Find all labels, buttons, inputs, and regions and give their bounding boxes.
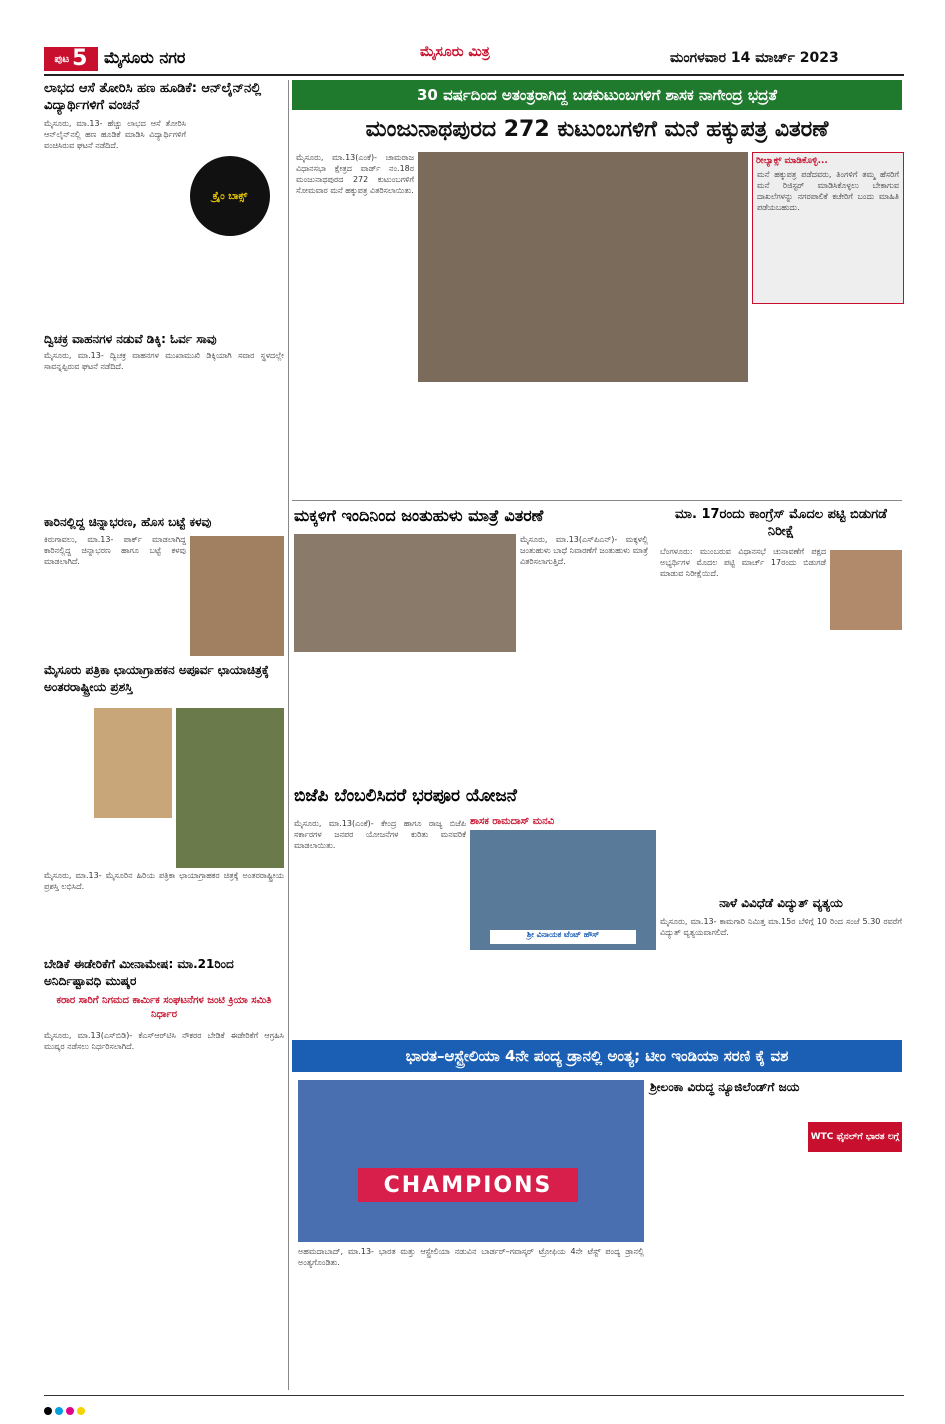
story-5-headline: ಬೇಡಿಕೆ ಈಡೇರಿಕೆಗೆ ಮೀನಾಮೇಷ: ಮಾ.21ರಿಂದ ಅನಿರ್ದಿಷ್ಟಾವಧಿ ಮುಷ್ಕರ bbox=[44, 957, 234, 988]
story-1-body: ಮೈಸೂರು, ಮಾ.13- ಹೆಚ್ಚು ಲಾಭದ ಆಸೆ ತೋರಿಸಿ ಆನ್‌ಲೈನ್‌ನಲ್ಲಿ ಹಣ ಹೂಡಿಕೆ ಮಾಡಿಸಿ ವಿದ್ಯಾರ್ಥಿಗಳಿಗೆ ವಂಚಿಸಿರುವ ಘಟನೆ ನಡೆದಿದೆ. bbox=[44, 119, 186, 150]
nz-body bbox=[650, 1100, 902, 1390]
footer-rule bbox=[44, 1395, 904, 1396]
wtc-badge: WTC ಫೈನಲ್‌ಗೆ ಭಾರತ ಲಗ್ಗೆ bbox=[808, 1122, 902, 1152]
lead-band: 30 ವರ್ಷದಿಂದ ಅತಂತ್ರರಾಗಿದ್ದ ಬಡಕುಟುಂಬಗಳಿಗೆ ಶಾಸಕ ನಾಗೇಂದ್ರ ಭದ್ರತೆ bbox=[292, 80, 902, 110]
page-badge bbox=[44, 47, 98, 71]
lead-body: ಮೈಸೂರು, ಮಾ.13(ಎಂಕೆ)- ಚಾಮರಾಜ ವಿಧಾನಸಭಾ ಕ್ಷೇತ್ರದ ವಾರ್ಡ್ ನಂ.18ರ ಮಂಜುನಾಥಪುರದ 272 ಕುಟುಂಬಗಳಿಗೆ ಸೋಮವಾರ ಮನೆ ಹಕ್ಕುಪತ್ರ ವಿತರಿಸಲಾಯಿತು. bbox=[296, 153, 414, 195]
registration-marks bbox=[44, 1400, 904, 1412]
page-label: ಪುಟ bbox=[54, 53, 70, 65]
lead-continued bbox=[296, 384, 902, 494]
story-4-headline: ಮೈಸೂರು ಪತ್ರಿಕಾ ಛಾಯಾಗ್ರಾಹಕನ ಅಪೂರ್ವ ಛಾಯಾಚಿತ್ರಕ್ಕೆ ಅಂತರರಾಷ್ಟ್ರೀಯ ಪ್ರಶಸ್ತಿ bbox=[44, 663, 269, 694]
congress-body: ಬೆಂಗಳೂರು: ಮುಂಬರುವ ವಿಧಾನಸಭೆ ಚುನಾವಣೆಗೆ ಪಕ್ಷದ ಅಭ್ಯರ್ಥಿಗಳ ಮೊದಲ ಪಟ್ಟಿ ಮಾರ್ಚ್ 17ರಂದು ಬಿಡುಗಡೆ ಮಾಡುವ ನಿರೀಕ್ಷೆಯಿದೆ. bbox=[660, 547, 826, 578]
crime-box-badge: ಕ್ರೈಂ ಬಾಕ್ಸ್ bbox=[190, 156, 270, 236]
sidebar-note-title: ರೀಲ್ಯಾಕ್ಸ್ ಮಾಡಿಕೊಳ್ಳಿ... bbox=[756, 156, 828, 166]
bjp-body: ಮೈಸೂರು, ಮಾ.13(ಎಂಕೆ)- ಕೇಂದ್ರ ಹಾಗೂ ರಾಜ್ಯ ಬಿಜೆಪಿ ಸರ್ಕಾರಗಳ ಜನಪರ ಯೋಜನೆಗಳ ಕುರಿತು ಮನವರಿಕೆ ಮಾಡಲಾಯಿತು. bbox=[294, 819, 466, 850]
column-divider bbox=[288, 80, 289, 1390]
power-cut-body: ಮೈಸೂರು, ಮಾ.13- ಕಾಮಗಾರಿ ನಿಮಿತ್ತ ಮಾ.15ರ ಬೆಳಿಗ್ಗೆ 10 ರಿಂದ ಸಂಜೆ 5.30 ರವರೆಗೆ ವಿದ್ಯುತ್ ವ್ಯತ್ಯಯವಾಗಲಿದೆ. bbox=[660, 917, 902, 937]
champions-banner: CHAMPIONS bbox=[358, 1168, 578, 1202]
story-3-body: ಕಿರುಗಾವಲು, ಮಾ.13- ಪಾರ್ಕ್ ಮಾಡಲಾಗಿದ್ದ ಕಾರಿನಲ್ಲಿದ್ದ ಚಿನ್ನಾಭರಣ ಹಾಗೂ ಬಟ್ಟೆ ಕಳವು ಮಾಡಲಾಗಿದೆ. bbox=[44, 535, 186, 566]
row-divider bbox=[292, 500, 902, 501]
story-3-photo bbox=[190, 536, 284, 656]
deworming-photo bbox=[294, 534, 516, 652]
award-photo bbox=[176, 708, 284, 868]
bjp-subhead: ಶಾಸಕ ರಾಮದಾಸ್ ಮನವಿ bbox=[470, 816, 555, 827]
photographer-photo bbox=[94, 708, 172, 818]
masthead: ಮೈಸೂರು ಮಿತ್ರ bbox=[420, 44, 490, 60]
section-title: ಮೈಸೂರು ನಗರ bbox=[104, 48, 186, 67]
sports-body: ಅಹಮದಾಬಾದ್, ಮಾ.13- ಭಾರತ ಮತ್ತು ಆಸ್ಟ್ರೇಲಿಯಾ ನಡುವಿನ ಬಾರ್ಡರ್–ಗವಾಸ್ಕರ್ ಟ್ರೋಫಿಯ 4ನೇ ಟೆಸ್ಟ್ ಪಂದ್ಯ ಡ್ರಾನಲ್ಲಿ ಅಂತ್ಯಗೊಂಡಿತು. bbox=[298, 1247, 644, 1267]
header-rule bbox=[44, 74, 904, 76]
tent-house-banner: ಶ್ರೀ ವಿನಾಯಕ ಟೆಂಟ್ ಹೌಸ್ bbox=[490, 930, 636, 944]
story-2-body: ಮೈಸೂರು, ಮಾ.13- ದ್ವಿಚಕ್ರ ವಾಹನಗಳ ಮುಖಾಮುಖಿ ಡಿಕ್ಕಿಯಾಗಿ ಸವಾರ ಸ್ಥಳದಲ್ಲೇ ಸಾವನ್ನಪ್ಪಿರುವ ಘಟನೆ ನಡೆದಿದೆ. bbox=[44, 351, 284, 371]
issue-date: ಮಂಗಳವಾರ 14 ಮಾರ್ಚ್ 2023 bbox=[670, 50, 839, 66]
deworming-headline: ಮಕ್ಕಳಿಗೆ ಇಂದಿನಿಂದ ಜಂತುಹುಳು ಮಾತ್ರೆ ವಿತರಣೆ bbox=[294, 506, 544, 525]
story-4-body: ಮೈಸೂರು, ಮಾ.13- ಮೈಸೂರಿನ ಹಿರಿಯ ಪತ್ರಿಕಾ ಛಾಯಾಗ್ರಾಹಕರ ಚಿತ್ರಕ್ಕೆ ಅಂತರರಾಷ್ಟ್ರೀಯ ಪ್ರಶಸ್ತಿ ಲಭಿಸಿದೆ. bbox=[44, 871, 284, 891]
story-3-headline: ಕಾರಿನಲ್ಲಿದ್ದ ಚಿನ್ನಾಭರಣ, ಹೊಸ ಬಟ್ಟೆ ಕಳವು bbox=[44, 515, 212, 529]
sports-band: ಭಾರತ–ಆಸ್ಟ್ರೇಲಿಯಾ 4ನೇ ಪಂದ್ಯ ಡ್ರಾನಲ್ಲಿ ಅಂತ್ಯ; ಟೀಂ ಇಂಡಿಯಾ ಸರಣಿ ಕೈ ವಶ bbox=[292, 1040, 902, 1072]
story-1-headline: ಲಾಭದ ಆಸೆ ತೋರಿಸಿ ಹಣ ಹೂಡಿಕೆ: ಆನ್‌ಲೈನ್‌ನಲ್ಲಿ ವಿದ್ಯಾರ್ಥಿಗಳಿಗೆ ವಂಚನೆ bbox=[44, 81, 262, 113]
congress-headline: ಮಾ. 17ರಂದು ಕಾಂಗ್ರೆಸ್ ಮೊದಲ ಪಟ್ಟಿ ಬಿಡುಗಡೆ ನಿರೀಕ್ಷೆ bbox=[675, 507, 887, 539]
lead-headline: ಮಂಜುನಾಥಪುರದ 272 ಕುಟುಂಬಗಳಿಗೆ ಮನೆ ಹಕ್ಕುಪತ್ರ ವಿತರಣೆ bbox=[365, 117, 829, 142]
story-5-subhead: ಕರಾರ ಸಾರಿಗೆ ನಿಗಮದ ಕಾರ್ಮಿಕ ಸಂಘಟನೆಗಳ ಜಂಟಿ ಕ್ರಿಯಾ ಸಮಿತಿ ನಿರ್ಧಾರ bbox=[56, 995, 272, 1020]
champions-photo bbox=[298, 1080, 644, 1242]
story-2-headline: ದ್ವಿಚಕ್ರ ವಾಹನಗಳ ನಡುವೆ ಡಿಕ್ಕಿ: ಓರ್ವ ಸಾವು bbox=[44, 332, 217, 346]
page-number: 5 bbox=[72, 46, 88, 71]
nz-headline: ಶ್ರೀಲಂಕಾ ವಿರುದ್ಧ ನ್ಯೂಜಿಲೆಂಡ್‌ಗೆ ಜಯ bbox=[650, 1080, 800, 1094]
lead-photo bbox=[418, 152, 748, 382]
sidebar-note-body: ಮನೆ ಹಕ್ಕುಪತ್ರ ಪಡೆದವರು, ತಿಂಗಳಿಗೆ ತಮ್ಮ ಹೆಸರಿಗೆ ಮನೆ ರಿಜಿಸ್ಟರ್ ಮಾಡಿಸಿಕೊಳ್ಳಲು ಬೇಕಾಗುವ ದಾಖಲೆಗಳನ್ನು ನಗರಪಾಲಿಕೆ ಕಚೇರಿಗೆ ಬಂದು ಮಾಹಿತಿ ಪಡೆಯಬಹುದು. bbox=[757, 170, 899, 212]
sidebar-note bbox=[752, 152, 904, 304]
power-cut-headline: ನಾಳೆ ವಿವಿಧೆಡೆ ವಿದ್ಯುತ್ ವ್ಯತ್ಯಯ bbox=[719, 896, 843, 910]
story-5-body: ಮೈಸೂರು, ಮಾ.13(ಎಸ್‌ಬಿಡಿ)- ಕೆಎಸ್‌ಆರ್‌ಟಿಸಿ ನೌಕರರ ಬೇಡಿಕೆ ಈಡೇರಿಕೆಗೆ ಆಗ್ರಹಿಸಿ ಮುಷ್ಕರ ನಡೆಸಲು ನಿರ್ಧರಿಸಲಾಗಿದೆ. bbox=[44, 1031, 284, 1051]
deworming-body: ಮೈಸೂರು, ಮಾ.13(ಎಸ್‌ಪಿಎನ್)- ಮಕ್ಕಳಲ್ಲಿ ಜಂತುಹುಳು ಬಾಧೆ ನಿವಾರಣೆಗೆ ಜಂತುಹುಳು ಮಾತ್ರೆ ವಿತರಿಸಲಾಗುತ್ತಿದೆ. bbox=[520, 535, 648, 566]
bjp-headline: ಬಿಜೆಪಿ ಬೆಂಬಲಿಸಿದರೆ ಭರಪೂರ ಯೋಜನೆ bbox=[294, 786, 517, 806]
congress-photo bbox=[830, 550, 902, 630]
